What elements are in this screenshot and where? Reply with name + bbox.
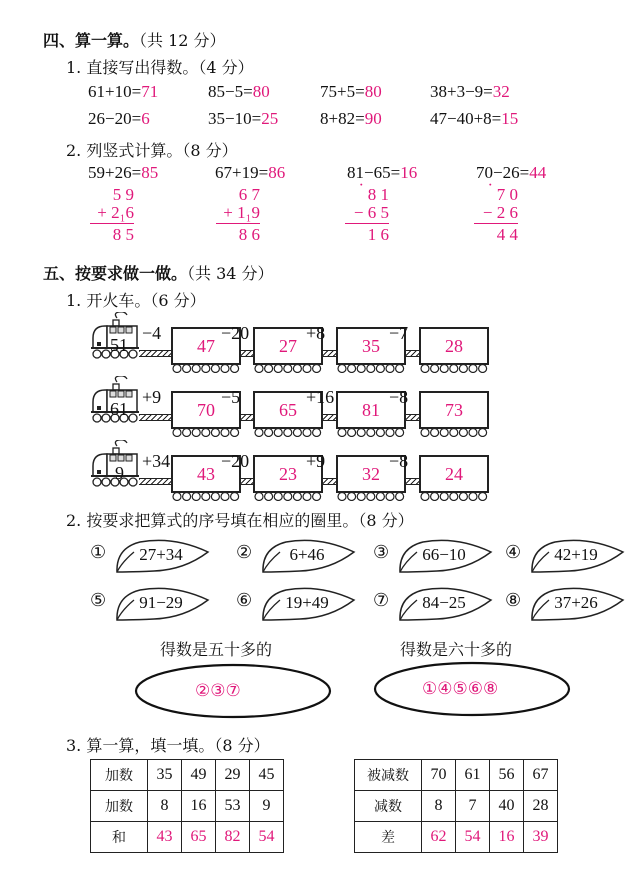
section5-title: 五、按要求做一做。	[43, 264, 188, 283]
coupling-rail	[404, 350, 419, 357]
table-cell: 65	[182, 822, 216, 853]
operation: −7	[389, 323, 409, 343]
coupling-rail	[404, 414, 419, 421]
leaf-number: ⑥	[236, 590, 253, 611]
coupling-rail	[239, 414, 253, 421]
coupling-rail	[321, 478, 336, 485]
row-label: 差	[355, 822, 422, 853]
leaf-expression: 66−10	[422, 545, 466, 564]
table-cell: 54	[250, 822, 284, 853]
table-cell: 16	[182, 791, 216, 822]
vertical-column	[216, 186, 260, 244]
row-label: 减数	[355, 791, 422, 822]
leaf-expression: 37+26	[554, 593, 598, 612]
leaf-number: ⑦	[373, 590, 390, 611]
wheels-icon	[253, 427, 323, 437]
table-cell: 45	[250, 760, 284, 791]
column-operand: − 6 5	[353, 203, 389, 222]
table-cell: 49	[182, 760, 216, 791]
operation: +16	[306, 387, 335, 407]
borrow-dot: ·	[487, 177, 493, 194]
equation-answer: 32	[492, 82, 510, 101]
table-cell: 9	[250, 791, 284, 822]
table-cell: 70	[422, 760, 456, 791]
equation-question: 75+5=	[320, 82, 365, 101]
table-row	[91, 822, 284, 853]
operation: −4	[142, 323, 162, 343]
table-cell: 28	[524, 791, 558, 822]
coupling-rail	[321, 350, 336, 357]
coupling-rail	[139, 478, 171, 485]
column-operand: − 2 6	[482, 203, 518, 222]
calc-equation	[88, 163, 158, 183]
operation: −20	[221, 451, 250, 471]
addition-table	[90, 759, 284, 853]
wagon-value: 70	[171, 391, 241, 429]
equation-question: 47−40+8=	[430, 109, 502, 128]
leaf-card	[260, 538, 354, 572]
wheels-icon	[336, 427, 406, 437]
leaf-number: ④	[505, 542, 522, 563]
leaf-expression: 84−25	[422, 593, 466, 612]
leaf-expression: 91−29	[139, 593, 183, 612]
calc-question: 67+19=	[215, 163, 269, 182]
wheels-icon	[336, 363, 406, 373]
column-result: 1 6	[367, 225, 389, 244]
start-number: 51	[110, 335, 128, 355]
direct-equation	[320, 82, 382, 102]
wagon-value: 32	[336, 455, 406, 493]
row-label: 和	[91, 822, 148, 853]
column-result: 8 5	[112, 225, 134, 244]
wheels-icon	[419, 491, 489, 501]
calc-question: 59+26=	[88, 163, 142, 182]
column-operand: + 2₁6	[97, 203, 134, 222]
equation-answer: 90	[364, 109, 382, 128]
wagon-value: 73	[419, 391, 489, 429]
leaf-title: 2. 按要求把算式的序号填在相应的圈里。（8 分）	[66, 511, 414, 530]
equation-question: 85−5=	[208, 82, 253, 101]
calc-answer: 16	[400, 163, 418, 182]
calc-answer: 44	[529, 163, 547, 182]
equation-question: 35−10=	[208, 109, 262, 128]
table-cell: 54	[456, 822, 490, 853]
table-cell: 40	[490, 791, 524, 822]
wheels-icon	[336, 491, 406, 501]
group2-label: 得数是六十多的	[400, 640, 513, 659]
row-label: 加数	[91, 791, 148, 822]
table-cell: 8	[148, 791, 182, 822]
wagon-value: 47	[171, 327, 241, 365]
vertical-column	[90, 186, 134, 244]
table-cell: 16	[490, 822, 524, 853]
vertical-column	[345, 177, 389, 244]
vertical-column	[474, 177, 518, 244]
leaf-card	[529, 538, 623, 572]
column-top: 7 0	[496, 185, 518, 204]
direct-equation	[208, 109, 278, 129]
equation-question: 61+10=	[88, 82, 142, 101]
table-cell: 62	[422, 822, 456, 853]
section4-title: 四、算一算。	[43, 31, 140, 50]
column-operand: + 1₁9	[223, 203, 260, 222]
column-result: 4 4	[496, 225, 518, 244]
equation-question: 8+82=	[320, 109, 365, 128]
column-top: 6 7	[238, 185, 260, 204]
wheels-icon	[171, 427, 241, 437]
calc-answer: 85	[141, 163, 159, 182]
leaf-card	[529, 586, 623, 620]
table-row	[355, 760, 558, 791]
table-cell: 29	[216, 760, 250, 791]
train-title: 1. 开火车。（6 分）	[66, 291, 206, 310]
equation-answer: 25	[261, 109, 279, 128]
operation: +9	[306, 451, 326, 471]
wagon-value: 28	[419, 327, 489, 365]
section5-points: （共 34 分）	[187, 264, 274, 283]
calc-equation	[347, 163, 417, 183]
q1-title: 1. 直接写出得数。（4 分）	[66, 58, 254, 77]
table-cell: 7	[456, 791, 490, 822]
table-row	[91, 760, 284, 791]
borrow-dot: ·	[358, 177, 364, 194]
table-cell: 39	[524, 822, 558, 853]
operation: +8	[306, 323, 326, 343]
wheels-icon	[253, 363, 323, 373]
column-top: 5 9	[112, 185, 134, 204]
table-cell: 35	[148, 760, 182, 791]
operation: −8	[389, 451, 409, 471]
wheels-icon	[171, 491, 241, 501]
operation: −5	[221, 387, 241, 407]
direct-equation	[320, 109, 382, 129]
table-cell: 43	[148, 822, 182, 853]
coupling-rail	[239, 350, 253, 357]
wagon-value: 43	[171, 455, 241, 493]
table-row	[355, 791, 558, 822]
table-cell: 82	[216, 822, 250, 853]
start-number: 9	[115, 463, 124, 483]
leaf-card	[397, 538, 491, 572]
section5-heading	[43, 261, 274, 284]
leaf-expression: 6+46	[289, 545, 325, 564]
table-cell: 61	[456, 760, 490, 791]
group1-label: 得数是五十多的	[160, 640, 273, 659]
start-number: 61	[110, 399, 128, 419]
coupling-rail	[239, 478, 253, 485]
equation-answer: 6	[141, 109, 150, 128]
wheels-icon	[419, 363, 489, 373]
calc-equation	[476, 163, 546, 183]
calc-equation	[215, 163, 285, 183]
coupling-rail	[321, 414, 336, 421]
leaf-card	[397, 586, 491, 620]
wagon-value: 81	[336, 391, 406, 429]
leaf-card	[114, 538, 208, 572]
calc-question: 81−65=	[347, 163, 401, 182]
operation: −8	[389, 387, 409, 407]
section4-points: （共 12 分）	[139, 31, 226, 50]
leaf-expression: 27+34	[139, 545, 183, 564]
wagon-value: 24	[419, 455, 489, 493]
column-line	[90, 223, 134, 224]
table-cell: 56	[490, 760, 524, 791]
wagon-value: 27	[253, 327, 323, 365]
section4-heading	[43, 28, 226, 51]
leaf-number: ⑤	[90, 590, 107, 611]
direct-equation	[208, 82, 270, 102]
coupling-rail	[404, 478, 419, 485]
subtraction-table	[354, 759, 558, 853]
equation-question: 26−20=	[88, 109, 142, 128]
leaf-card	[260, 586, 354, 620]
column-result: 8 6	[238, 225, 260, 244]
direct-equation	[88, 82, 158, 102]
leaf-number: ①	[90, 542, 107, 563]
leaf-number: ⑧	[505, 590, 522, 611]
table-cell: 53	[216, 791, 250, 822]
calc-answer: 86	[268, 163, 286, 182]
operation: +34	[142, 451, 171, 471]
column-line	[345, 223, 389, 224]
coupling-rail	[139, 414, 171, 421]
wagon-value: 23	[253, 455, 323, 493]
q2-title: 2. 列竖式计算。（8 分）	[66, 141, 238, 160]
direct-equation	[88, 109, 150, 129]
leaf-card	[114, 586, 208, 620]
direct-equation	[430, 82, 510, 102]
leaf-expression: 42+19	[554, 545, 598, 564]
column-top: 8 1	[367, 185, 389, 204]
table-row	[91, 791, 284, 822]
operation: +9	[142, 387, 162, 407]
equation-answer: 71	[141, 82, 159, 101]
row-label: 加数	[91, 760, 148, 791]
table-row	[355, 822, 558, 853]
equation-answer: 15	[501, 109, 519, 128]
wagon-value: 65	[253, 391, 323, 429]
group2-answer: ①④⑤⑥⑧	[422, 679, 499, 699]
column-line	[216, 223, 260, 224]
wheels-icon	[419, 427, 489, 437]
table-cell: 67	[524, 760, 558, 791]
table-title: 3. 算一算，填一填。（8 分）	[66, 736, 270, 755]
operation: −20	[221, 323, 250, 343]
table-cell: 8	[422, 791, 456, 822]
group1-answer: ②③⑦	[195, 681, 241, 701]
leaf-number: ③	[373, 542, 390, 563]
equation-question: 38+3−9=	[430, 82, 493, 101]
wheels-icon	[253, 491, 323, 501]
wagon-value: 35	[336, 327, 406, 365]
wheels-icon	[171, 363, 241, 373]
calc-question: 70−26=	[476, 163, 530, 182]
equation-answer: 80	[252, 82, 270, 101]
direct-equation	[430, 109, 518, 129]
leaf-expression: 19+49	[285, 593, 329, 612]
column-line	[474, 223, 518, 224]
equation-answer: 80	[364, 82, 382, 101]
coupling-rail	[139, 350, 171, 357]
leaf-number: ②	[236, 542, 253, 563]
row-label: 被减数	[355, 760, 422, 791]
